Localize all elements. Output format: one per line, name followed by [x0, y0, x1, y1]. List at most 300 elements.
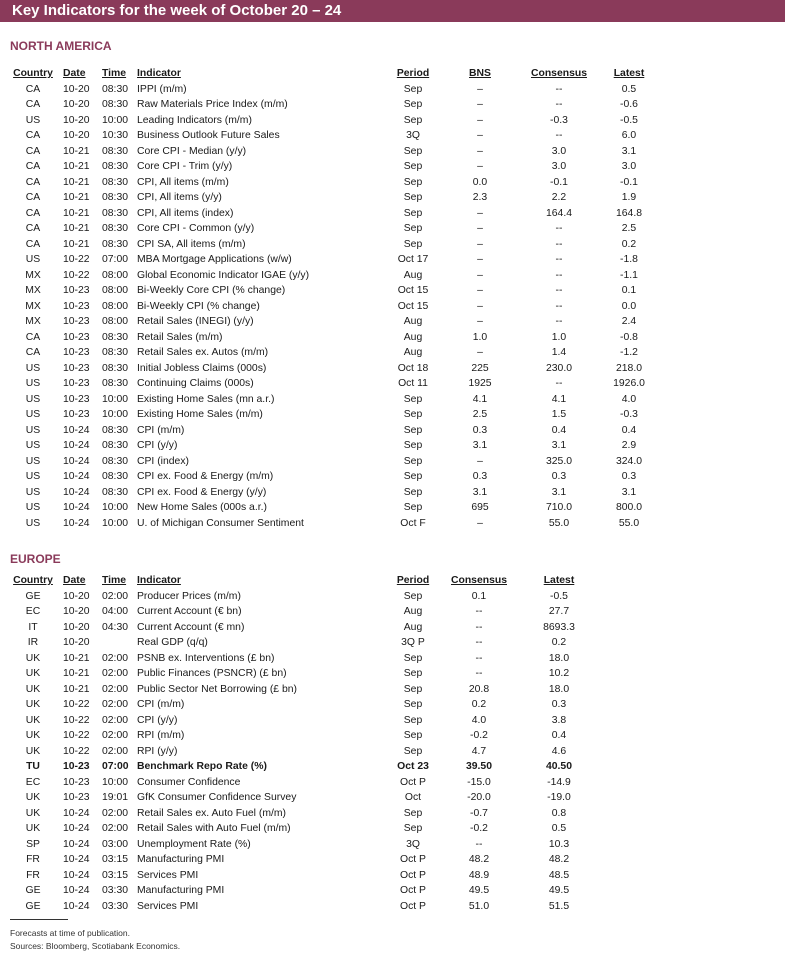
cell-bns: –	[477, 223, 483, 234]
cell-indicator: Retail Sales (m/m)	[137, 331, 223, 343]
cell-period: Sep	[403, 590, 423, 602]
cell-latest: 3.8	[551, 714, 567, 726]
table-row	[0, 314, 785, 330]
cell-consensus: 48.2	[468, 854, 490, 865]
title-banner	[0, 0, 785, 22]
cell-indicator: Core CPI - Median (y/y)	[137, 145, 247, 157]
cell-consensus: 48.9	[468, 869, 490, 881]
cell-period: 3Q	[406, 838, 420, 850]
cell-time: 10:00	[102, 517, 129, 529]
cell-bns: –	[477, 455, 483, 467]
footnote-forecasts: Forecasts at time of publication.	[10, 928, 131, 938]
cell-latest: -0.1	[620, 176, 638, 188]
cell-bns: –	[477, 285, 483, 296]
cell-time: 08:30	[102, 455, 129, 467]
cell-indicator: Consumer Confidence	[137, 776, 241, 788]
cell-consensus: --	[475, 838, 483, 850]
cell-period: Oct P	[400, 885, 426, 896]
cell-latest: -0.8	[620, 331, 638, 343]
cell-consensus: 4.1	[551, 393, 567, 405]
section-title-north-america: NORTH AMERICA	[10, 39, 112, 53]
cell-time: 08:30	[102, 362, 129, 374]
cell-time: 03:15	[102, 854, 129, 865]
table-row	[0, 666, 785, 682]
cell-indicator: CPI (m/m)	[137, 699, 185, 710]
cell-latest: -1.2	[620, 347, 638, 358]
cell-country: US	[25, 440, 41, 451]
table-row	[0, 821, 785, 837]
cell-country: CA	[25, 145, 41, 157]
table-row	[0, 221, 785, 237]
cell-date: 10-20	[63, 637, 90, 648]
table-row	[0, 361, 785, 377]
cell-period: Aug	[403, 269, 423, 281]
cell-date: 10-24	[63, 502, 90, 513]
cell-country: CA	[25, 99, 41, 110]
cell-date: 10-21	[63, 207, 90, 219]
cell-country: UK	[25, 652, 41, 664]
header-date: Date	[63, 575, 86, 586]
cell-latest: -19.0	[547, 792, 571, 803]
cell-date: 10-21	[63, 668, 90, 679]
table-header-row	[0, 573, 785, 589]
cell-date: 10-21	[63, 176, 90, 188]
cell-consensus: 164.4	[545, 207, 572, 219]
cell-bns: 3.1	[472, 486, 488, 498]
cell-date: 10-23	[63, 316, 90, 327]
cell-time: 04:00	[102, 606, 129, 617]
cell-consensus: --	[555, 285, 563, 296]
cell-period: Aug	[403, 331, 423, 343]
cell-period: Sep	[403, 207, 423, 219]
cell-consensus: 0.2	[471, 699, 487, 710]
cell-latest: 48.2	[548, 854, 570, 865]
cell-bns: 695	[471, 502, 489, 513]
cell-latest: 0.4	[621, 424, 637, 436]
cell-bns: –	[477, 347, 483, 358]
cell-latest: 3.1	[621, 145, 637, 157]
cell-date: 10-24	[63, 900, 90, 912]
cell-indicator: Bi-Weekly Core CPI (% change)	[137, 285, 286, 296]
cell-indicator: GfK Consumer Confidence Survey	[137, 792, 297, 803]
cell-indicator: Initial Jobless Claims (000s)	[137, 362, 267, 374]
cell-bns: 4.1	[472, 393, 488, 405]
cell-consensus: --	[555, 254, 563, 265]
header-country: Country	[13, 575, 53, 586]
cell-date: 10-22	[63, 254, 90, 265]
table-row	[0, 392, 785, 408]
cell-bns: 1.0	[472, 331, 488, 343]
table-header-row	[0, 66, 785, 82]
cell-latest: 3.0	[621, 161, 637, 172]
table-row	[0, 113, 785, 129]
cell-date: 10-20	[63, 83, 90, 95]
table-row	[0, 159, 785, 175]
cell-consensus: -15.0	[467, 776, 491, 788]
cell-country: CA	[25, 161, 41, 172]
table-row	[0, 345, 785, 361]
cell-date: 10-24	[63, 869, 90, 881]
cell-period: Oct P	[400, 854, 426, 865]
cell-latest: 10.2	[548, 668, 570, 679]
cell-time: 08:30	[102, 347, 129, 358]
cell-country: US	[25, 393, 41, 405]
cell-consensus: --	[475, 637, 483, 648]
footnote-divider	[10, 919, 68, 920]
cell-period: Oct F	[400, 517, 426, 529]
cell-time: 08:30	[102, 331, 129, 343]
cell-time: 10:00	[102, 114, 129, 126]
cell-latest: 27.7	[548, 606, 570, 617]
cell-indicator: Global Economic Indicator IGAE (y/y)	[137, 269, 310, 281]
cell-consensus: --	[555, 223, 563, 234]
cell-country: CA	[25, 83, 41, 95]
table-row	[0, 82, 785, 98]
cell-consensus: --	[555, 316, 563, 327]
table-row	[0, 868, 785, 884]
cell-period: Aug	[403, 621, 423, 633]
cell-date: 10-24	[63, 517, 90, 529]
cell-period: Sep	[403, 393, 423, 405]
cell-indicator: Services PMI	[137, 869, 199, 881]
cell-latest: 4.0	[621, 393, 637, 405]
footnote-sources: Sources: Bloomberg, Scotiabank Economics.	[10, 941, 181, 951]
cell-time: 08:30	[102, 223, 129, 234]
cell-period: 3Q P	[401, 637, 425, 648]
table-row	[0, 206, 785, 222]
cell-time: 08:30	[102, 99, 129, 110]
cell-period: Sep	[403, 192, 423, 203]
cell-latest: 18.0	[548, 652, 570, 664]
table-row	[0, 175, 785, 191]
cell-indicator: CPI (index)	[137, 455, 189, 467]
header-indicator: Indicator	[137, 575, 181, 586]
cell-latest: -0.5	[620, 114, 638, 126]
cell-time: 19:01	[102, 792, 129, 803]
table-row	[0, 899, 785, 915]
cell-time: 03:15	[102, 869, 129, 881]
table-row	[0, 438, 785, 454]
cell-period: Sep	[403, 730, 423, 741]
cell-indicator: PSNB ex. Interventions (£ bn)	[137, 652, 275, 664]
cell-period: Sep	[403, 238, 423, 250]
cell-bns: 0.0	[472, 176, 488, 188]
cell-country: UK	[25, 714, 41, 726]
cell-country: GE	[25, 885, 41, 896]
cell-period: Aug	[403, 316, 423, 327]
cell-consensus: 3.0	[551, 145, 567, 157]
cell-period: Oct P	[400, 869, 426, 881]
cell-date: 10-20	[63, 621, 90, 633]
cell-period: Oct 17	[397, 254, 429, 265]
cell-period: Aug	[403, 606, 423, 617]
cell-time: 02:00	[102, 807, 129, 819]
cell-bns: 1925	[468, 378, 492, 389]
cell-period: Sep	[403, 714, 423, 726]
cell-consensus: -0.2	[470, 823, 488, 834]
cell-indicator: RPI (y/y)	[137, 745, 178, 757]
cell-country: MX	[25, 300, 41, 312]
cell-indicator: Manufacturing PMI	[137, 854, 225, 865]
cell-time: 04:30	[102, 621, 129, 633]
cell-latest: 10.3	[548, 838, 570, 850]
cell-indicator: CPI, All items (y/y)	[137, 192, 222, 203]
cell-indicator: Services PMI	[137, 900, 199, 912]
cell-time: 02:00	[102, 668, 129, 679]
cell-time: 08:30	[102, 486, 129, 498]
cell-indicator: Retail Sales ex. Auto Fuel (m/m)	[137, 807, 286, 819]
cell-date: 10-22	[63, 269, 90, 281]
table-row	[0, 806, 785, 822]
cell-date: 10-21	[63, 223, 90, 234]
cell-date: 10-21	[63, 238, 90, 250]
table-row	[0, 713, 785, 729]
cell-period: Sep	[403, 223, 423, 234]
cell-latest: 0.4	[551, 730, 567, 741]
cell-time: 08:00	[102, 300, 129, 312]
cell-date: 10-24	[63, 885, 90, 896]
cell-consensus: 0.4	[551, 424, 567, 436]
cell-period: Sep	[403, 668, 423, 679]
cell-consensus: 39.50	[465, 761, 492, 772]
table-row	[0, 852, 785, 868]
cell-consensus: 0.1	[471, 590, 487, 602]
cell-latest: 48.5	[548, 869, 570, 881]
cell-country: UK	[25, 699, 41, 710]
cell-date: 10-21	[63, 192, 90, 203]
cell-indicator: CPI (y/y)	[137, 714, 178, 726]
cell-bns: 2.3	[472, 192, 488, 203]
cell-indicator: CPI (y/y)	[137, 440, 178, 451]
cell-period: Oct 11	[398, 378, 428, 389]
cell-consensus: 3.0	[551, 161, 567, 172]
cell-date: 10-22	[63, 714, 90, 726]
cell-date: 10-23	[63, 285, 90, 296]
cell-indicator: Existing Home Sales (mn a.r.)	[137, 393, 275, 405]
cell-time: 08:30	[102, 378, 129, 389]
cell-indicator: Producer Prices (m/m)	[137, 590, 241, 602]
cell-time: 08:00	[102, 285, 129, 296]
cell-period: 3Q	[406, 130, 420, 141]
header-time: Time	[102, 68, 127, 79]
cell-date: 10-22	[63, 699, 90, 710]
cell-country: MX	[25, 269, 41, 281]
header-consensus: Consensus	[530, 68, 587, 79]
table-row	[0, 516, 785, 532]
cell-date: 10-24	[63, 424, 90, 436]
table-row	[0, 376, 785, 392]
cell-latest: 800.0	[615, 502, 642, 513]
cell-latest: 8693.3	[543, 621, 575, 633]
cell-country: US	[25, 471, 41, 482]
cell-time: 02:00	[102, 745, 129, 757]
cell-consensus: -0.3	[550, 114, 568, 126]
cell-latest: 0.0	[621, 300, 637, 312]
cell-consensus: 1.0	[551, 331, 567, 343]
cell-indicator: U. of Michigan Consumer Sentiment	[137, 517, 304, 529]
cell-indicator: Core CPI - Common (y/y)	[137, 223, 255, 234]
table-row	[0, 423, 785, 439]
cell-date: 10-21	[63, 161, 90, 172]
cell-time: 10:00	[102, 502, 129, 513]
cell-country: CA	[25, 347, 41, 358]
cell-latest: 0.3	[621, 471, 637, 482]
cell-period: Sep	[403, 486, 423, 498]
cell-period: Oct 18	[397, 362, 429, 374]
cell-period: Sep	[403, 145, 423, 157]
cell-country: SP	[26, 838, 40, 850]
cell-country: IT	[28, 621, 38, 633]
cell-country: CA	[25, 223, 41, 234]
cell-date: 10-23	[63, 761, 90, 772]
cell-period: Sep	[403, 699, 423, 710]
cell-date: 10-20	[63, 590, 90, 602]
cell-period: Sep	[403, 823, 423, 834]
table-row	[0, 144, 785, 160]
cell-country: US	[25, 517, 41, 529]
cell-bns: –	[477, 269, 483, 281]
cell-time: 02:00	[102, 823, 129, 834]
cell-period: Sep	[403, 99, 423, 110]
header-period: Period	[396, 68, 430, 79]
cell-date: 10-24	[63, 471, 90, 482]
table-row	[0, 744, 785, 760]
cell-date: 10-23	[63, 331, 90, 343]
cell-bns: –	[477, 238, 483, 250]
cell-bns: –	[477, 114, 483, 126]
cell-latest: 2.4	[621, 316, 637, 327]
cell-country: UK	[25, 730, 41, 741]
cell-consensus: 20.8	[468, 683, 490, 695]
cell-period: Sep	[403, 409, 423, 420]
table-row	[0, 190, 785, 206]
cell-consensus: --	[555, 300, 563, 312]
cell-date: 10-21	[63, 652, 90, 664]
header-period: Period	[396, 575, 430, 586]
cell-period: Sep	[403, 440, 423, 451]
cell-country: UK	[25, 745, 41, 757]
cell-indicator: RPI (m/m)	[137, 730, 185, 741]
cell-country: MX	[25, 316, 41, 327]
cell-latest: 4.6	[551, 745, 567, 757]
cell-time: 08:30	[102, 207, 129, 219]
cell-time: 08:30	[102, 161, 129, 172]
cell-date: 10-22	[63, 745, 90, 757]
cell-indicator: Public Sector Net Borrowing (£ bn)	[137, 683, 297, 695]
cell-bns: –	[477, 161, 483, 172]
table-row	[0, 128, 785, 144]
cell-bns: –	[477, 316, 483, 327]
cell-time: 03:00	[102, 838, 129, 850]
cell-bns: –	[477, 130, 483, 141]
table-row	[0, 604, 785, 620]
cell-indicator: New Home Sales (000s a.r.)	[137, 502, 267, 513]
cell-latest: 1.9	[621, 192, 637, 203]
cell-bns: –	[477, 300, 483, 312]
cell-country: UK	[25, 683, 41, 695]
table-row	[0, 330, 785, 346]
cell-date: 10-24	[63, 486, 90, 498]
cell-date: 10-23	[63, 393, 90, 405]
cell-latest: 218.0	[615, 362, 642, 374]
cell-consensus: 3.1	[551, 440, 567, 451]
cell-consensus: 710.0	[545, 502, 572, 513]
cell-consensus: -0.1	[550, 176, 568, 188]
cell-indicator: CPI (m/m)	[137, 424, 185, 436]
cell-consensus: --	[555, 130, 563, 141]
cell-consensus: -20.0	[467, 792, 491, 803]
cell-consensus: 55.0	[548, 517, 570, 529]
cell-country: GE	[25, 900, 41, 912]
cell-indicator: CPI SA, All items (m/m)	[137, 238, 246, 250]
table-row	[0, 759, 785, 775]
cell-time: 08:30	[102, 471, 129, 482]
table-row	[0, 697, 785, 713]
cell-latest: 40.50	[545, 761, 572, 772]
header-latest: Latest	[613, 68, 645, 79]
header-bns: BNS	[469, 68, 491, 79]
cell-time: 02:00	[102, 730, 129, 741]
cell-date: 10-24	[63, 838, 90, 850]
table-row	[0, 407, 785, 423]
cell-country: MX	[25, 285, 41, 296]
cell-latest: 164.8	[615, 207, 642, 219]
cell-country: UK	[25, 807, 41, 819]
cell-latest: 2.5	[621, 223, 637, 234]
cell-country: US	[25, 455, 41, 467]
cell-period: Oct P	[400, 900, 426, 912]
cell-time: 02:00	[102, 683, 129, 695]
cell-time: 08:30	[102, 424, 129, 436]
cell-latest: -0.5	[550, 590, 568, 602]
cell-consensus: 51.0	[468, 900, 490, 912]
cell-time: 07:00	[102, 254, 129, 265]
cell-period: Oct 15	[397, 300, 429, 312]
cell-country: US	[25, 362, 41, 374]
cell-indicator: Real GDP (q/q)	[137, 637, 208, 648]
cell-country: US	[25, 409, 41, 420]
cell-date: 10-23	[63, 378, 90, 389]
cell-time: 08:00	[102, 316, 129, 327]
cell-indicator: Current Account (€ mn)	[137, 621, 245, 633]
table-row	[0, 237, 785, 253]
cell-latest: 0.1	[621, 285, 637, 296]
cell-period: Sep	[403, 176, 423, 188]
cell-date: 10-23	[63, 776, 90, 788]
cell-country: CA	[25, 331, 41, 343]
cell-bns: –	[477, 145, 483, 157]
cell-indicator: Existing Home Sales (m/m)	[137, 409, 263, 420]
cell-country: FR	[26, 854, 40, 865]
cell-latest: 55.0	[618, 517, 640, 529]
cell-indicator: CPI, All items (m/m)	[137, 176, 229, 188]
table-row	[0, 651, 785, 667]
table-row	[0, 252, 785, 268]
cell-latest: 6.0	[621, 130, 637, 141]
table-row	[0, 682, 785, 698]
cell-indicator: Benchmark Repo Rate (%)	[137, 761, 267, 772]
cell-bns: –	[477, 254, 483, 265]
cell-time: 10:00	[102, 776, 129, 788]
cell-date: 10-20	[63, 130, 90, 141]
cell-latest: 0.8	[551, 807, 567, 819]
table-row	[0, 469, 785, 485]
table-row	[0, 454, 785, 470]
cell-time: 08:30	[102, 176, 129, 188]
cell-period: Sep	[403, 471, 423, 482]
cell-date: 10-20	[63, 99, 90, 110]
cell-period: Sep	[403, 745, 423, 757]
